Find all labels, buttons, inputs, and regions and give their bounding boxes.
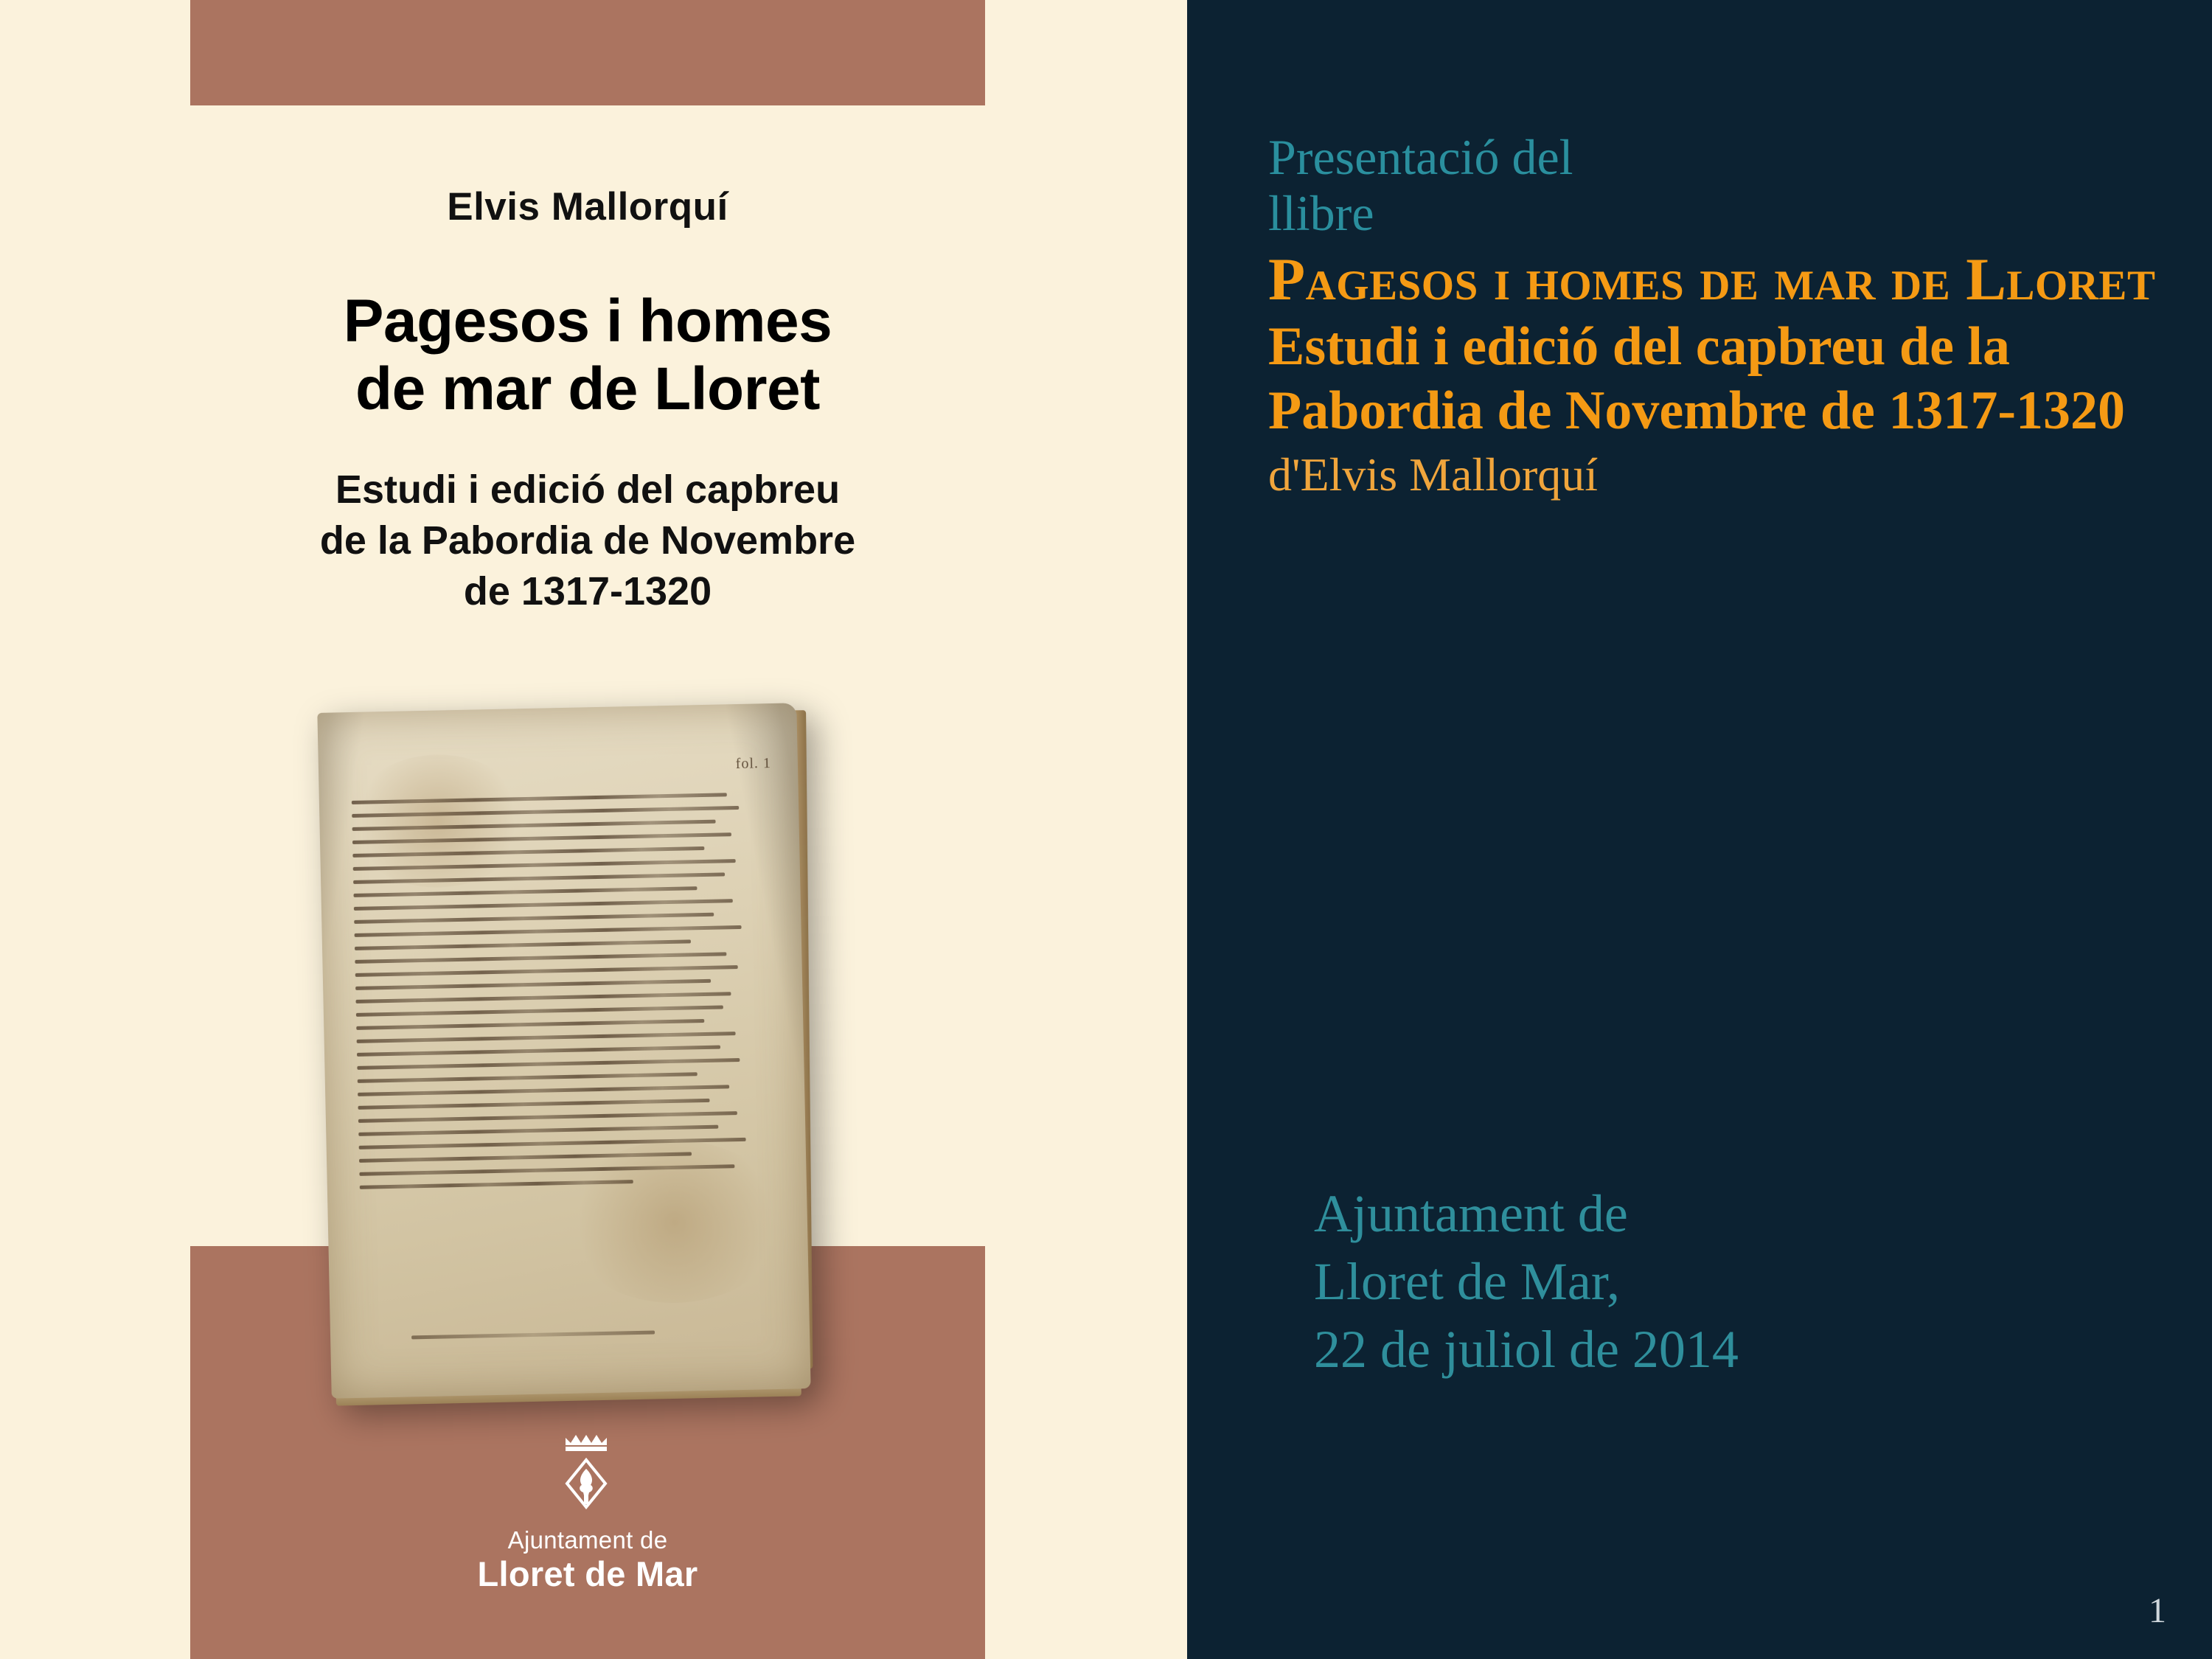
logo-line-1: Ajuntament de [507,1526,668,1554]
slide-text-panel [1187,0,2212,1659]
panel-book-title: Pagesos i homes de mar de Lloret [1268,246,2156,313]
panel-venue-line-3: 22 de juliol de 2014 [1314,1320,1739,1380]
logo-line-2: Lloret de Mar [477,1554,698,1593]
panel-book-author: d'Elvis Mallorquí [1268,448,1599,501]
cover-title-line-2: de mar de Lloret [355,355,820,422]
cover-title-line-1: Pagesos i homes [343,288,832,355]
cover-author: Elvis Mallorquí [447,185,728,229]
manuscript-text-block [352,793,752,1258]
ajuntament-logo [190,1430,985,1594]
manuscript-page [317,703,810,1398]
tree-with-crown-icon [543,1430,632,1519]
panel-kicker-line-2: llibre [1268,185,1374,242]
panel-kicker [1268,129,2183,241]
cover-subtitle-line-2: de la Pabordia de Novembre [319,518,856,563]
panel-book-subtitle: Estudi i edició del capbreu de la Pabordia de Novembre de 1317-1320 [1268,316,2125,441]
manuscript-photo [317,703,810,1398]
manuscript-footer-line [411,1331,655,1340]
panel-venue-block [1314,1180,2199,1383]
panel-venue-line-1: Ajuntament de [1314,1184,1628,1243]
cover-subtitle-line-3: de 1317-1320 [463,569,712,614]
panel-text-block [1268,129,2183,504]
cover-title [190,288,985,423]
cover-band-top [190,0,985,105]
manuscript-folio-mark: fol. 1 [735,755,772,773]
panel-kicker-line-1: Presentació del [1268,129,1573,185]
cover-subtitle-line-1: Estudi i edició del capbreu [335,467,841,512]
page-number: 1 [2149,1591,2166,1630]
panel-venue-line-2: Lloret de Mar, [1314,1252,1620,1312]
cover-subtitle [175,465,1000,617]
